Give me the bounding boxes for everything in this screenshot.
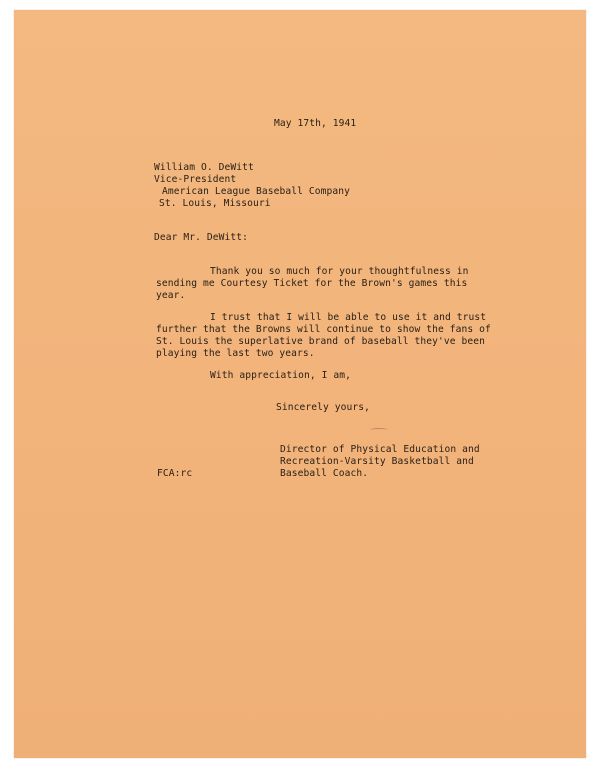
- paragraph-2-line-1: I trust that I will be able to use it and trust: [210, 312, 487, 323]
- paragraph-1-line-2: sending me Courtesy Ticket for the Brown's games this: [156, 278, 468, 289]
- paragraph-1-line-3: year.: [156, 290, 186, 301]
- signature-line-2: Recreation-Varsity Basketball and: [280, 456, 474, 467]
- sign-off: Sincerely yours,: [276, 402, 371, 413]
- closing-line: With appreciation, I am,: [210, 370, 352, 381]
- paragraph-1-line-1: Thank you so much for your thoughtfulness in: [210, 266, 469, 277]
- paragraph-2-line-4: playing the last two years.: [156, 348, 315, 359]
- recipient-company: American League Baseball Company: [162, 186, 351, 197]
- recipient-name: William O. DeWitt: [154, 162, 254, 173]
- letter-date: May 17th, 1941: [274, 118, 357, 129]
- signature-line-3: Baseball Coach.: [280, 468, 369, 479]
- signature-line-1: Director of Physical Education and: [280, 444, 480, 455]
- paragraph-2-line-2: further that the Browns will continue to show the fans of: [156, 324, 491, 335]
- typist-initials: FCA:rc: [157, 468, 193, 479]
- letter-page: [14, 10, 586, 758]
- salutation: Dear Mr. DeWitt:: [154, 232, 249, 243]
- recipient-title: Vice-President: [154, 174, 237, 185]
- ink-smudge: [370, 428, 388, 432]
- paragraph-2-line-3: St. Louis the superlative brand of baseball they've been: [156, 336, 486, 347]
- recipient-city: St. Louis, Missouri: [159, 198, 271, 209]
